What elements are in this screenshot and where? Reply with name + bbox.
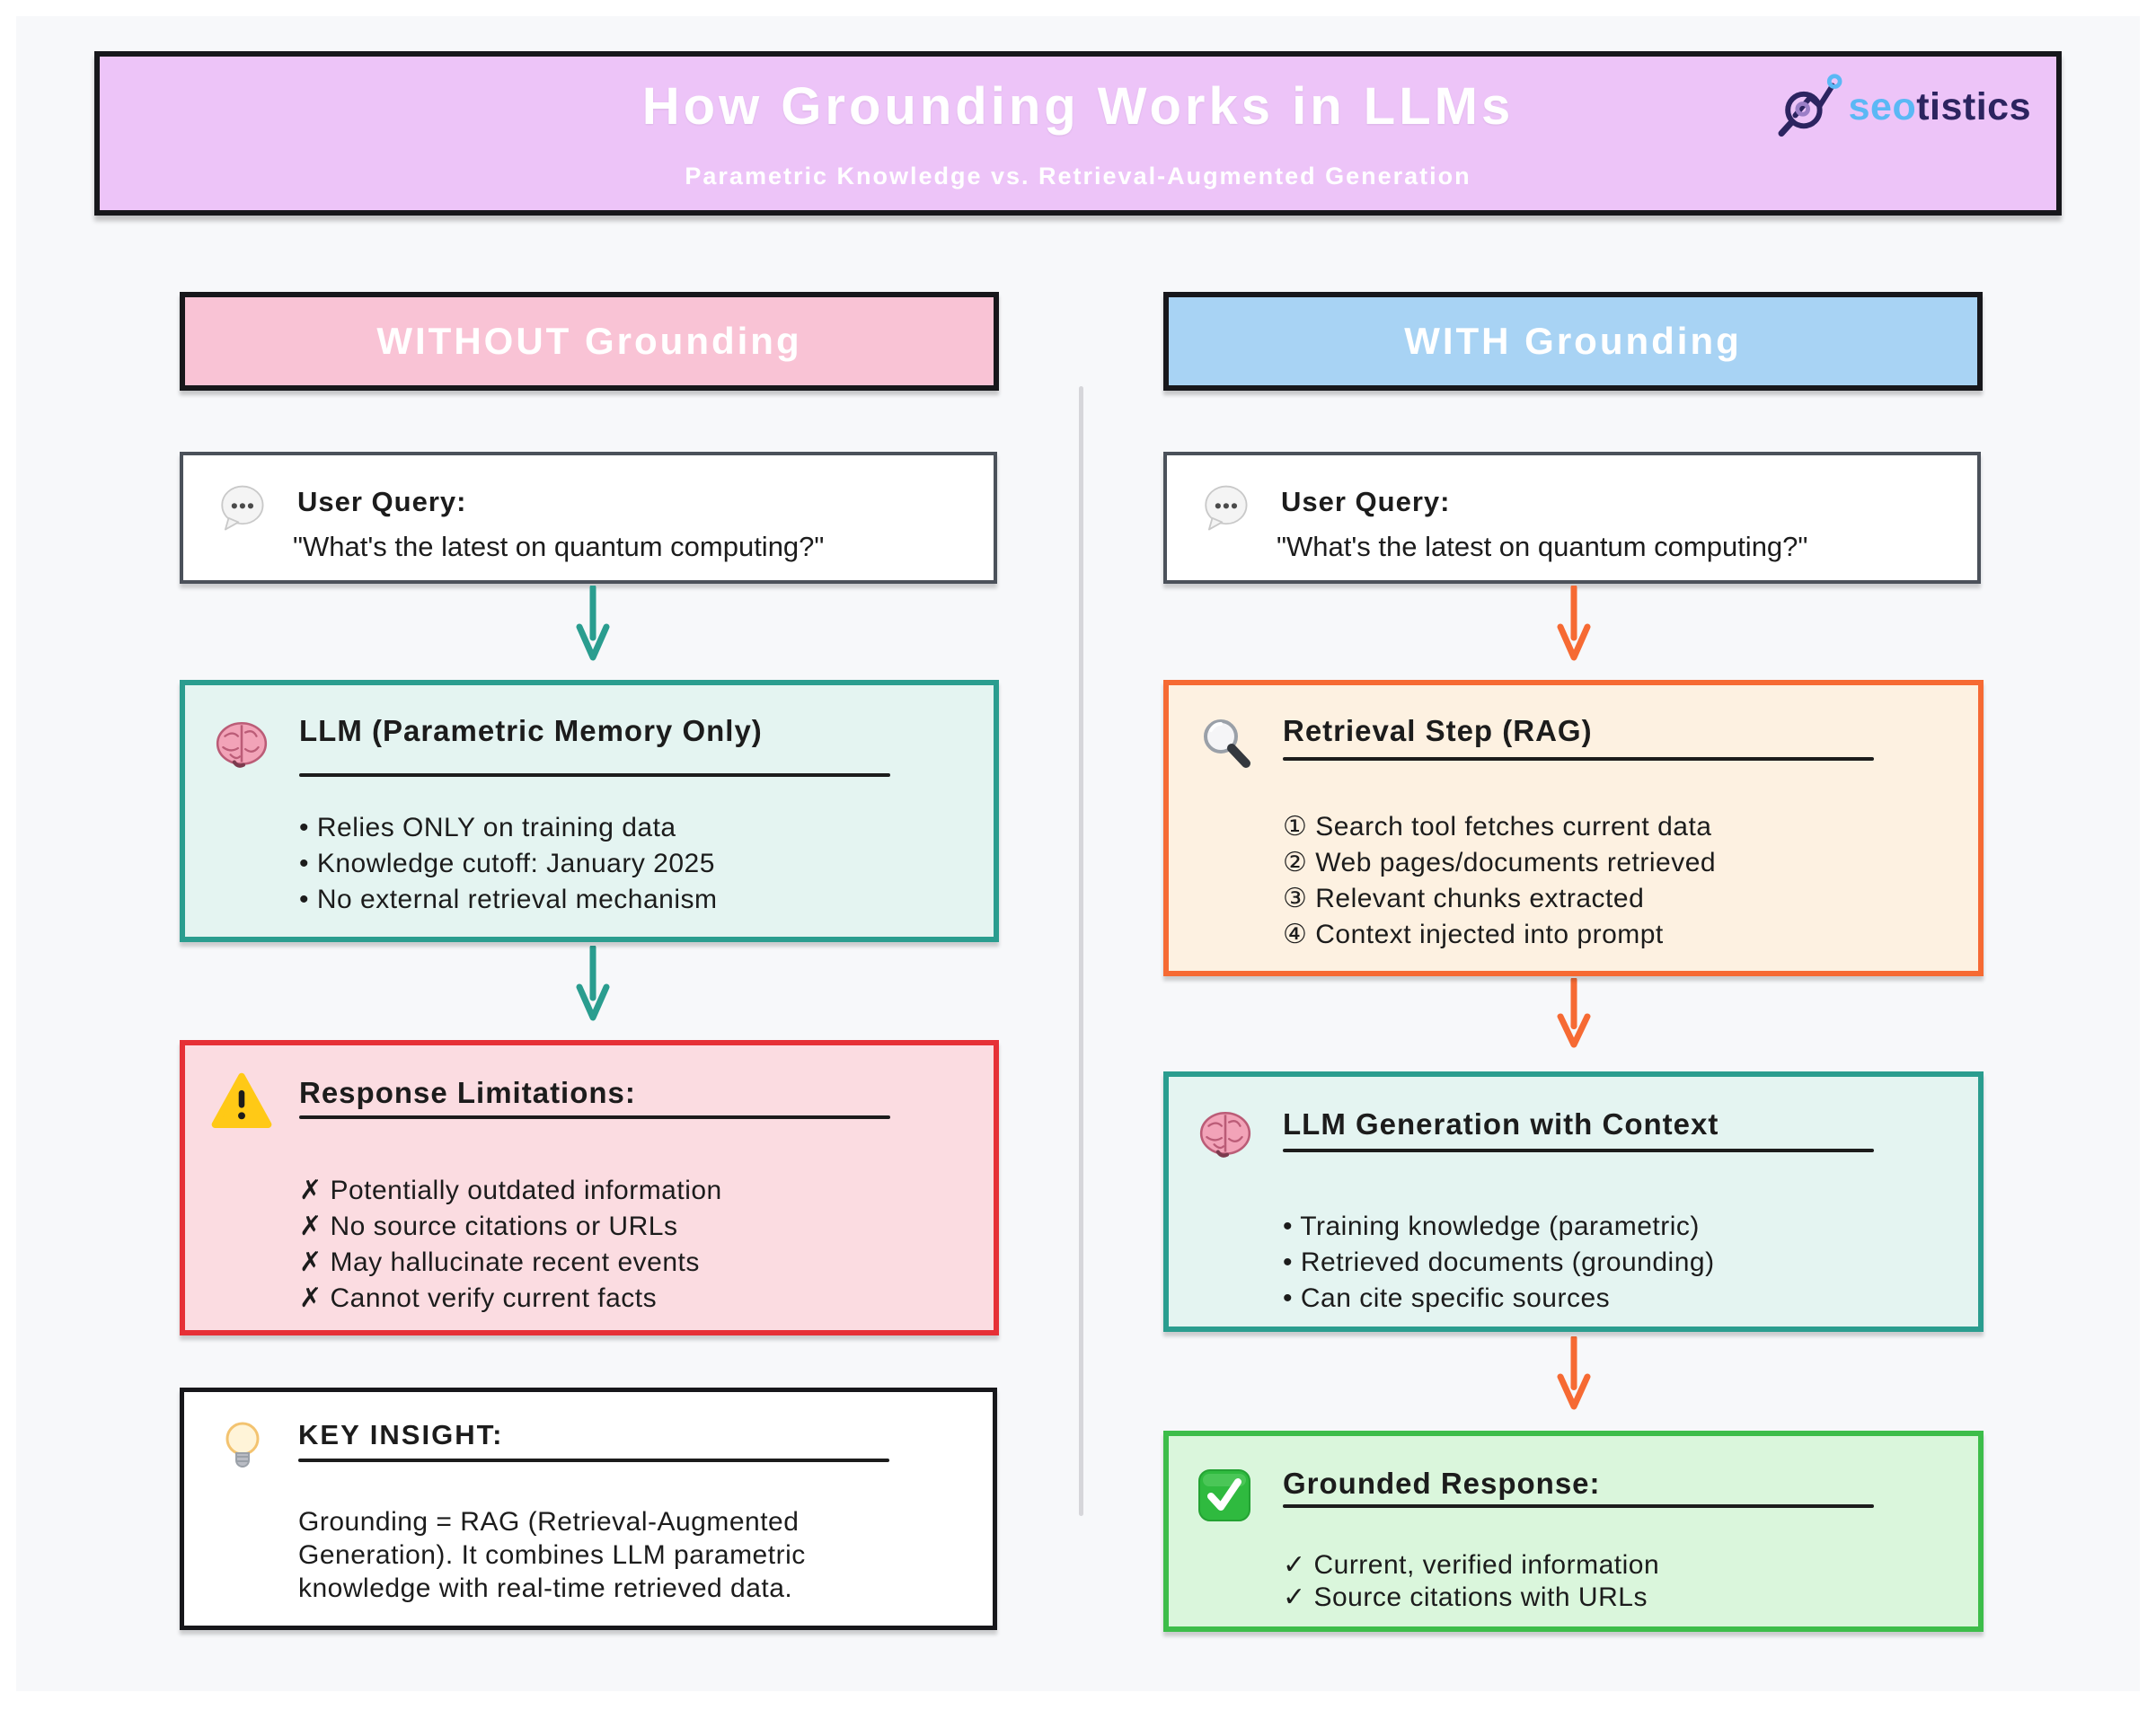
user-query-title: User Query: <box>297 486 467 517</box>
flow-arrow-down-icon <box>1554 978 1594 1048</box>
user-query-box-left <box>180 452 997 584</box>
llm-parametric-item: • Knowledge cutoff: January 2025 <box>299 849 715 878</box>
warning-icon <box>210 1071 273 1133</box>
brain-icon <box>1196 1106 1255 1165</box>
retrieval-step-box <box>1163 680 1984 976</box>
title-underline <box>1283 1149 1874 1152</box>
limitation-item: ✗ May hallucinate recent events <box>299 1247 700 1277</box>
column-divider <box>1079 386 1083 1516</box>
llm-parametric-item: • Relies ONLY on training data <box>299 813 676 842</box>
title-underline <box>1283 1504 1874 1508</box>
column-header-with-grounding <box>1163 292 1983 391</box>
flow-arrow-down-icon <box>1554 1336 1594 1410</box>
llm-generation-box <box>1163 1071 1984 1332</box>
user-query-box-right <box>1163 452 1981 584</box>
logo-tistics: tistics <box>1916 84 2031 128</box>
column-header-without-label: WITHOUT Grounding <box>376 320 802 362</box>
title-underline <box>299 1115 890 1119</box>
column-header-without-grounding <box>180 292 999 391</box>
key-insight-box <box>180 1388 997 1630</box>
speech-bubble-icon <box>1199 482 1251 534</box>
insight-title: KEY INSIGHT: <box>298 1419 504 1450</box>
user-query-text: "What's the latest on quantum computing?" <box>1277 531 1808 562</box>
magnifier-icon <box>1197 714 1255 771</box>
generation-item: • Can cite specific sources <box>1283 1283 1611 1313</box>
page-subtitle: Parametric Knowledge vs. Retrieval-Augmented Generation <box>685 163 1471 190</box>
logo-seo: seo <box>1848 84 1917 128</box>
insight-text: Grounding = RAG (Retrieval-Augmented Generation). It combines LLM parametric knowledge with real-time retrieved data. <box>298 1507 806 1603</box>
title-underline <box>1283 757 1874 761</box>
logo-wordmark <box>1849 85 2031 129</box>
flow-arrow-down-icon <box>1554 586 1594 661</box>
retrieval-title: Retrieval Step (RAG) <box>1283 714 1593 747</box>
generation-title: LLM Generation with Context <box>1283 1107 1719 1141</box>
brand-logo <box>1775 69 2031 145</box>
retrieval-step: ④ Context injected into prompt <box>1283 920 1664 949</box>
grounded-item: ✓ Source citations with URLs <box>1283 1582 1648 1612</box>
lightbulb-icon <box>218 1417 267 1476</box>
retrieval-step: ① Search tool fetches current data <box>1283 812 1712 842</box>
limitation-item: ✗ Potentially outdated information <box>299 1176 722 1205</box>
retrieval-step: ③ Relevant chunks extracted <box>1283 884 1645 913</box>
grounded-title: Grounded Response: <box>1283 1467 1601 1500</box>
generation-item: • Training knowledge (parametric) <box>1283 1212 1700 1241</box>
user-query-text: "What's the latest on quantum computing?" <box>293 531 825 562</box>
llm-parametric-box <box>180 680 999 942</box>
llm-parametric-item: • No external retrieval mechanism <box>299 885 718 914</box>
grounded-item: ✓ Current, verified information <box>1283 1550 1660 1580</box>
green-check-icon <box>1196 1467 1253 1524</box>
limitation-item: ✗ No source citations or URLs <box>299 1212 678 1241</box>
limitation-item: ✗ Cannot verify current facts <box>299 1283 658 1313</box>
magnifier-trend-icon <box>1775 69 1845 145</box>
header-banner <box>94 51 2062 216</box>
column-header-with-label: WITH Grounding <box>1404 320 1742 362</box>
retrieval-step: ② Web pages/documents retrieved <box>1283 848 1717 877</box>
page-title: How Grounding Works in LLMs <box>641 77 1515 136</box>
title-underline <box>298 1459 889 1462</box>
limitations-title: Response Limitations: <box>299 1076 636 1109</box>
response-limitations-box <box>180 1040 999 1335</box>
grounded-response-box <box>1163 1431 1984 1632</box>
generation-item: • Retrieved documents (grounding) <box>1283 1247 1715 1277</box>
flow-arrow-down-icon <box>573 946 613 1021</box>
brain-icon <box>212 716 271 775</box>
flow-arrow-down-icon <box>573 586 613 661</box>
llm-parametric-title: LLM (Parametric Memory Only) <box>299 714 763 747</box>
title-underline <box>299 773 890 777</box>
speech-bubble-icon <box>216 482 268 534</box>
user-query-title: User Query: <box>1281 486 1451 517</box>
